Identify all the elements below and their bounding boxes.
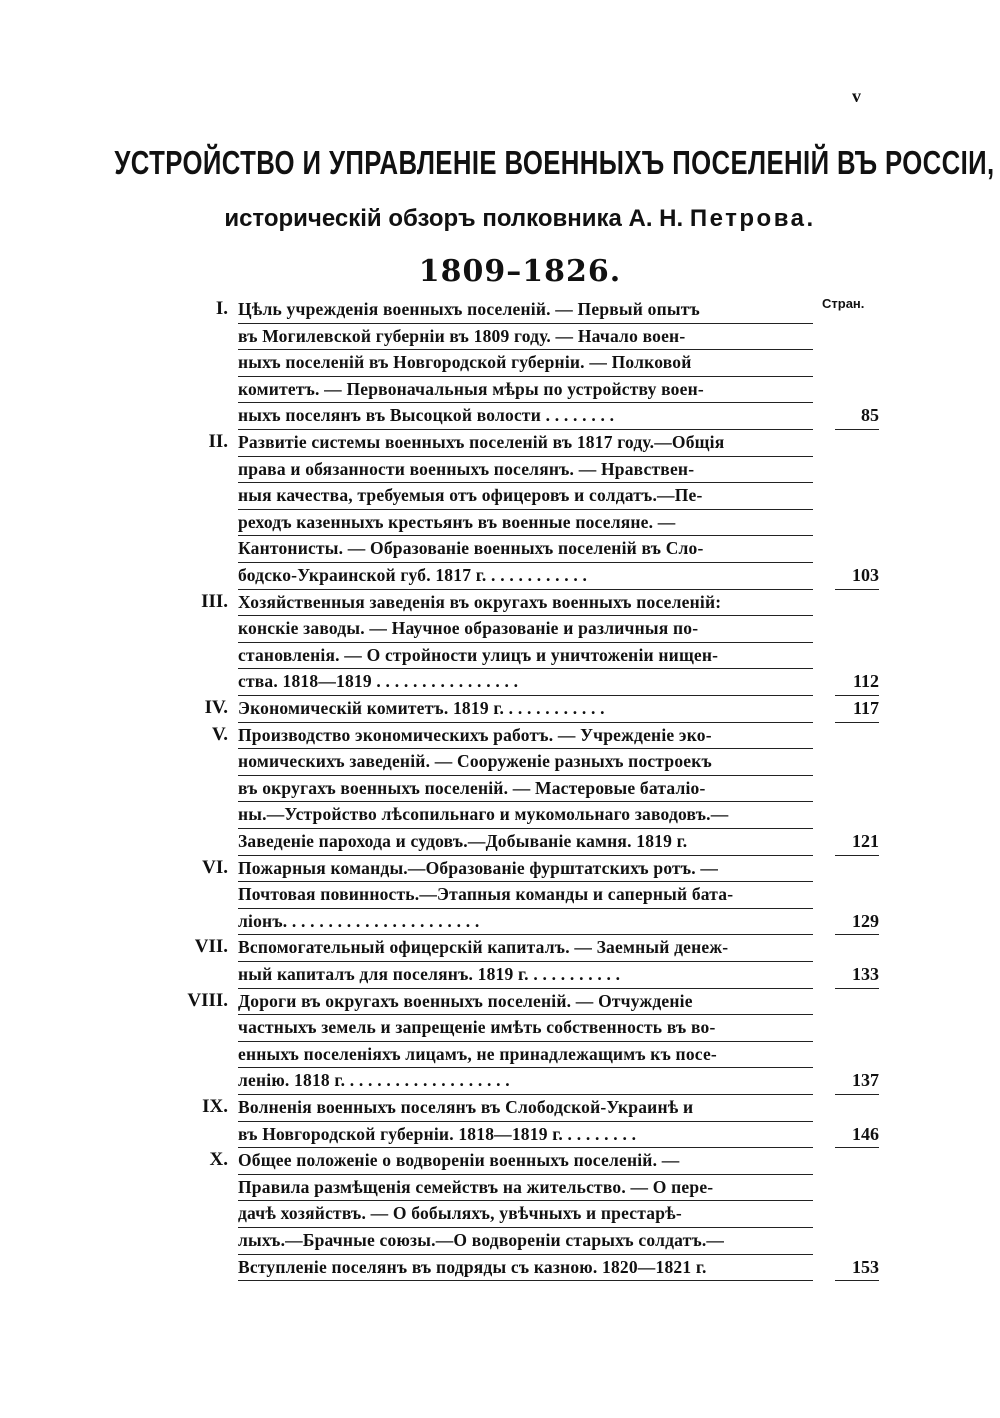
- toc-entry-line: Пожарныя команды.—Образованіе фурштатскихъ ротъ. —: [238, 855, 813, 883]
- toc-entry-line: ныхъ поселянъ въ Высоцкой волости . . . . . . . .: [238, 402, 813, 430]
- toc-entry-line: номическихъ заведеній. — Сооруженіе разныхъ построекъ: [238, 748, 813, 776]
- page-column-label: Стран.: [822, 296, 865, 311]
- toc-entry-number: IX.: [202, 1096, 228, 1117]
- toc-entry-line: енныхъ поселеніяхъ лицамъ, не принадлежащимъ къ посе-: [238, 1041, 813, 1069]
- document-title: УСТРОЙСТВО И УПРАВЛЕНІЕ ВОЕННЫХЪ ПОСЕЛЕНІЙ ВЪ РОССІИ,: [114, 144, 995, 181]
- toc-entry-page: 137: [835, 1067, 879, 1095]
- toc-entry-page: 112: [835, 668, 879, 696]
- toc-entry-number: V.: [211, 723, 228, 745]
- toc-entry-line: Производство экономическихъ работъ. — Учрежденіе эко-: [238, 722, 813, 750]
- toc-entry-number: VII.: [194, 936, 228, 958]
- document-subtitle: [0, 205, 1000, 233]
- toc-entry-line: ства. 1818—1819 . . . . . . . . . . . . . . . .: [238, 668, 813, 696]
- toc-entry-line: права и обязанности военныхъ поселянъ. — Нравствен-: [238, 456, 813, 484]
- page-number-roman: v: [852, 86, 861, 106]
- toc-entry-line: Заведеніе парохода и судовъ.—Добываніе камня. 1819 г.: [238, 828, 813, 856]
- toc-entry-line: Вступленіе поселянъ въ подряды съ казною. 1820—1821 г.: [238, 1254, 813, 1282]
- toc-entry-line: лыхъ.—Брачные союзы.—О водвореніи старыхъ солдатъ.—: [238, 1227, 813, 1255]
- toc-entry-line: въ Новгородской губерніи. 1818—1819 г. . . . . . . . .: [238, 1121, 813, 1149]
- toc-entry-line: въ округахъ военныхъ поселеній. — Мастеровые баталіо-: [238, 775, 813, 803]
- year-range: 1809–1826.: [418, 254, 622, 289]
- toc-entry-number: II.: [208, 431, 228, 452]
- toc-entry-number: VIII.: [187, 989, 228, 1011]
- toc-entry-line: частныхъ земель и запрещеніе имѣть собственность въ во-: [238, 1014, 813, 1042]
- toc-entry-page: 117: [835, 695, 879, 723]
- toc-entry-number: IV.: [204, 697, 228, 718]
- toc-entry-number: III.: [201, 590, 228, 612]
- toc-entry-page: 153: [835, 1254, 879, 1282]
- toc-entry-number: I.: [215, 298, 228, 319]
- toc-entry-line: Хозяйственныя заведенія въ округахъ военныхъ поселеній:: [238, 589, 813, 617]
- toc-entry-page: 146: [835, 1121, 879, 1149]
- subtitle-lead: историческій обзоръ полковника А. Н.: [224, 205, 684, 232]
- toc-entry-line: въ Могилевской губерніи въ 1809 году. — Начало воен-: [238, 323, 813, 351]
- toc-entry-number: VI.: [202, 856, 228, 878]
- toc-entry-line: ленію. 1818 г. . . . . . . . . . . . . . . . . . .: [238, 1067, 813, 1095]
- toc-entry-line: становленія. — О стройности улицъ и уничтоженіи нищен-: [238, 642, 813, 670]
- toc-entry-line: Дороги въ округахъ военныхъ поселеній. — Отчужденіе: [238, 988, 813, 1016]
- toc-entry-page: 121: [835, 828, 879, 856]
- toc-entry-line: бодско-Украинской губ. 1817 г. . . . . . . . . . . .: [238, 562, 813, 590]
- toc-entry-line: Правила размѣщенія семействъ на жительство. — О пере-: [238, 1174, 813, 1202]
- toc-entry-line: Цѣль учрежденія военныхъ поселеній. — Первый опытъ: [238, 296, 813, 324]
- toc-entry-number: X.: [209, 1149, 228, 1171]
- toc-entry-page: 85: [835, 402, 879, 430]
- toc-entry-line: ныхъ поселеній въ Новгородской губерніи. — Полковой: [238, 349, 813, 377]
- toc-entry-line: Кантонисты. — Образованіе военныхъ поселеній въ Сло-: [238, 535, 813, 563]
- toc-entry-line: дачѣ хозяйствъ. — О бобыляхъ, увѣчныхъ и престарѣ-: [238, 1200, 813, 1228]
- toc-entry-line: конскіе заводы. — Научное образованіе и различныя по-: [238, 615, 813, 643]
- toc-entry-line: ліонъ. . . . . . . . . . . . . . . . . . . . . .: [238, 908, 813, 936]
- toc-entry-page: 133: [835, 961, 879, 989]
- toc-entry-page: 129: [835, 908, 879, 936]
- toc-entry-line: комитетъ. — Первоначальныя мѣры по устройству воен-: [238, 376, 813, 404]
- toc-entry-page: 103: [835, 562, 879, 590]
- toc-entry-line: Вспомогательный офицерскій капиталъ. — Заемный денеж-: [238, 934, 813, 962]
- toc-entry-line: ны.—Устройство лѣсопильнаго и мукомольнаго заводовъ.—: [238, 801, 813, 829]
- toc-entry-line: Волненія военныхъ поселянъ въ Слободской-Украинѣ и: [238, 1094, 813, 1122]
- toc-entry-line: ныя качества, требуемыя отъ офицеровъ и солдатъ.—Пе-: [238, 482, 813, 510]
- toc-entry-line: ный капиталъ для поселянъ. 1819 г. . . . . . . . . . .: [238, 961, 813, 989]
- toc-entry-line: Общее положеніе о водвореніи военныхъ поселеній. —: [238, 1147, 813, 1175]
- toc-entry-line: Экономическій комитетъ. 1819 г. . . . . . . . . . . .: [238, 695, 813, 723]
- toc-entry-line: Почтовая повинность.—Этапныя команды и саперный бата-: [238, 881, 813, 909]
- toc-entry-line: Развитіе системы военныхъ поселеній въ 1817 году.—Общія: [238, 429, 813, 457]
- subtitle-author-name: Петрова.: [689, 205, 816, 232]
- toc-entry-line: реходъ казенныхъ крестьянъ въ военные поселяне. —: [238, 509, 813, 537]
